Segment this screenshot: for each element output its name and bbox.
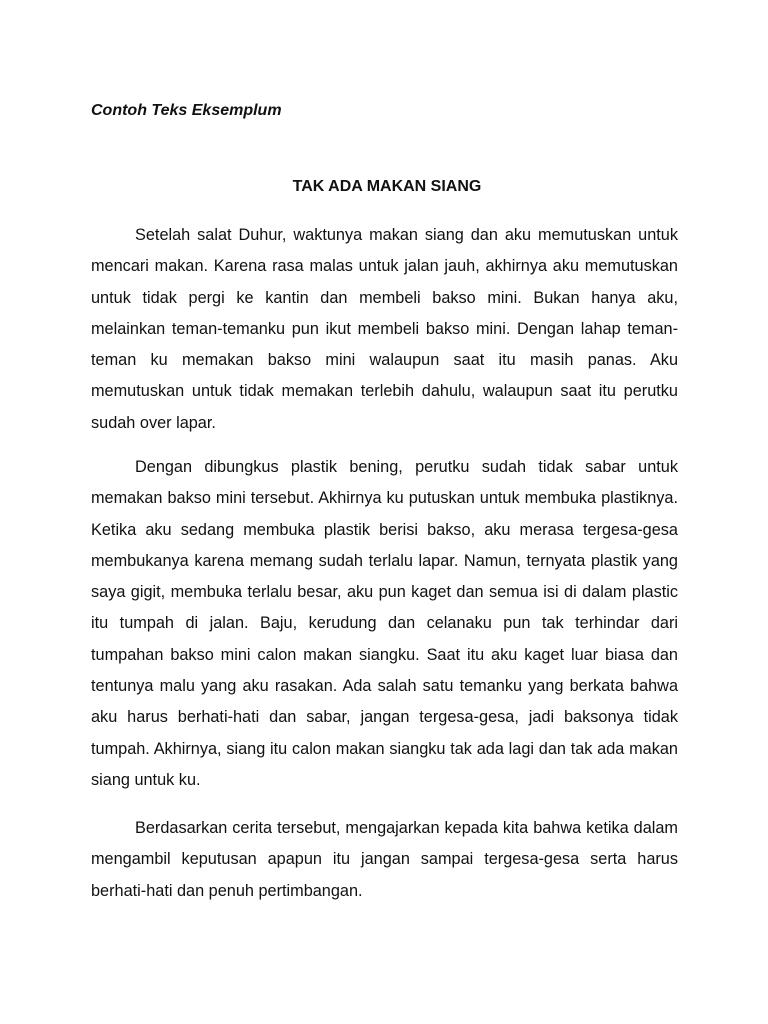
paragraph-3: Berdasarkan cerita tersebut, mengajarkan kepada kita bahwa ketika dalam mengambil keputusan apapun itu jangan sampai tergesa-gesa serta harus berhati-hati dan penuh pertimbangan. [91,819,678,900]
paragraph-2: Dengan dibungkus plastik bening, perutku sudah tidak sabar untuk memakan bakso mini tersebut. Akhirnya ku putuskan untuk membuka plastiknya. Ketika aku sedang membuka plastik berisi bakso, aku merasa tergesa-gesa membukanya karena memang sudah terlalu lapar. Namun, ternyata plastik yang saya gigit, membuka terlalu besar, aku pun kaget dan semua isi di dalam plastic itu tumpah di jalan. Baju, kerudung dan celanaku pun tak terhindar dari tumpahan bakso mini calon makan siangku. Saat itu aku kaget luar biasa dan tentunya malu yang aku rasakan. Ada salah satu temanku yang berkata bahwa aku harus berhati-hati dan sabar, jangan tergesa-gesa, jadi baksonya tidak tumpah. Akhirnya, siang itu calon makan siangku tak ada lagi dan tak ada makan siang untuk ku. [91,458,678,789]
document-heading: Contoh Teks Eksemplum [91,102,282,119]
story-title: TAK ADA MAKAN SIANG [292,178,482,195]
paragraph-1: Setelah salat Duhur, waktunya makan siang dan aku memutuskan untuk mencari makan. Karena rasa malas untuk jalan jauh, akhirnya aku memutuskan untuk tidak pergi ke kantin dan membeli bakso mini. Bukan hanya aku, melainkan teman-temanku pun ikut membeli bakso mini. Dengan lahap teman-teman ku memakan bakso mini walaupun saat itu masih panas. Aku memutuskan untuk tidak memakan terlebih dahulu, walaupun saat itu perutku sudah over lapar. [91,226,678,432]
